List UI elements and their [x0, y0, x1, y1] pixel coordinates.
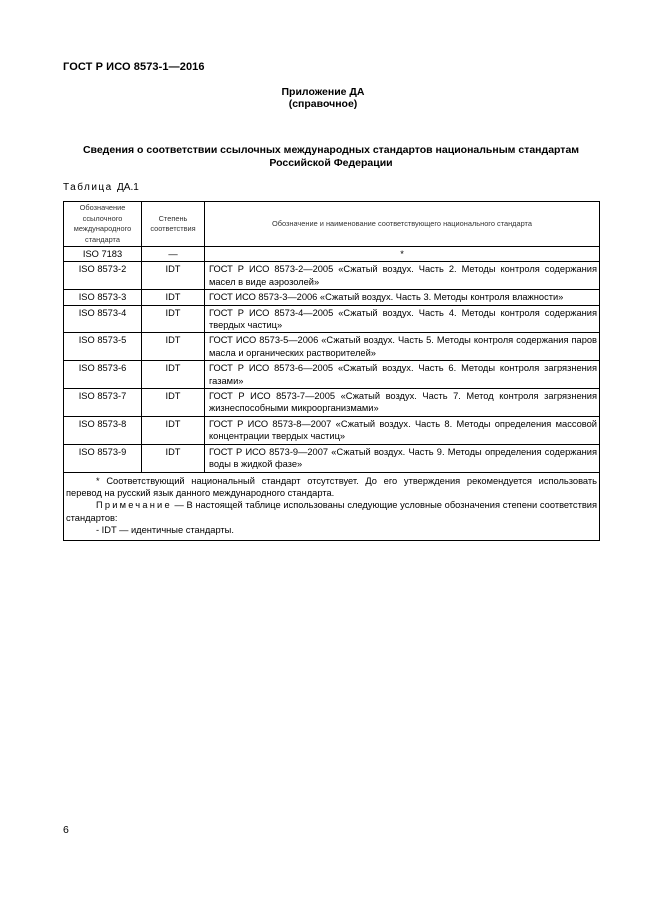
cell-national: ГОСТ Р ИСО 8573-7—2005 «Сжатый воздух. Часть 7. Метод контроля загрязнения жизнеспособными микроорганизмами»: [205, 389, 600, 417]
cell-degree: IDT: [142, 416, 205, 444]
note-label: Примечание: [96, 500, 172, 511]
table-row: [64, 262, 600, 290]
cell-national: *: [205, 247, 600, 262]
page-number: 6: [63, 824, 69, 836]
footnote: * Соответствующий национальный стандарт отсутствует. До его утверждения рекомендуется использовать перевод на русский язык данного международного стандарта.: [66, 475, 597, 498]
section-title: Сведения о соответствии ссылочных международных стандартов национальным стандартам Российской Федерации: [82, 144, 580, 169]
table-row: [64, 247, 600, 262]
cell-std: ISO 8573-3: [64, 290, 142, 305]
header-international-standard: Обозначение ссылочного международного стандарта: [64, 202, 142, 247]
table-footer: [64, 472, 600, 540]
table-footer-row: [64, 472, 600, 540]
cell-national: ГОСТ Р ИСО 8573-4—2005 «Сжатый воздух. Часть 4. Методы контроля содержания твердых частиц»: [205, 305, 600, 333]
cell-std: ISO 8573-6: [64, 361, 142, 389]
table-row: [64, 389, 600, 417]
cell-national: ГОСТ ИСО 8573-3—2006 «Сжатый воздух. Часть 3. Методы контроля влажности»: [205, 290, 600, 305]
note-text: — В настоящей таблице использованы следующие условные обозначения степени соответствия стандартов:: [66, 500, 597, 523]
cell-degree: IDT: [142, 290, 205, 305]
table-label-number: ДА.1: [117, 182, 139, 193]
cell-std: ISO 8573-5: [64, 333, 142, 361]
cell-national: ГОСТ Р ИСО 8573-2—2005 «Сжатый воздух. Часть 2. Методы контроля содержания масел в виде аэрозолей»: [205, 262, 600, 290]
standards-table: [63, 201, 600, 541]
cell-national: ГОСТ ИСО 8573-5—2006 «Сжатый воздух. Часть 5. Методы контроля содержания паров масла и органических растворителей»: [205, 333, 600, 361]
cell-std: ISO 8573-4: [64, 305, 142, 333]
cell-degree: IDT: [142, 444, 205, 472]
note-item: - IDT — идентичные стандарты.: [96, 525, 234, 536]
cell-national: ГОСТ Р ИСО 8573-6—2005 «Сжатый воздух. Часть 6. Методы контроля загрязнения газами»: [205, 361, 600, 389]
header-national-standard: Обозначение и наименование соответствующего национального стандарта: [205, 202, 600, 247]
cell-national: ГОСТ Р ИСО 8573-8—2007 «Сжатый воздух. Часть 8. Методы определения массовой концентрации твердых частиц»: [205, 416, 600, 444]
document-code: ГОСТ Р ИСО 8573-1—2016: [63, 61, 205, 73]
table-row: [64, 333, 600, 361]
table-label: [63, 182, 139, 193]
header-degree: Степень соответствия: [142, 202, 205, 247]
table-label-word: Таблица: [63, 182, 113, 193]
table-row: [64, 305, 600, 333]
table-row: [64, 444, 600, 472]
cell-degree: —: [142, 247, 205, 262]
cell-std: ISO 7183: [64, 247, 142, 262]
cell-std: ISO 8573-9: [64, 444, 142, 472]
cell-std: ISO 8573-7: [64, 389, 142, 417]
cell-degree: IDT: [142, 305, 205, 333]
appendix-subtitle: (справочное): [288, 98, 358, 110]
cell-degree: IDT: [142, 389, 205, 417]
table-row: [64, 361, 600, 389]
table-row: [64, 416, 600, 444]
cell-degree: IDT: [142, 333, 205, 361]
appendix-title: Приложение ДА: [281, 86, 365, 98]
cell-national: ГОСТ Р ИСО 8573-9—2007 «Сжатый воздух. Часть 9. Методы определения содержания воды в жидкой фазе»: [205, 444, 600, 472]
cell-std: ISO 8573-8: [64, 416, 142, 444]
cell-degree: IDT: [142, 262, 205, 290]
cell-std: ISO 8573-2: [64, 262, 142, 290]
appendix-heading: [0, 86, 646, 110]
cell-degree: IDT: [142, 361, 205, 389]
table-header-row: [64, 202, 600, 247]
table-row: [64, 290, 600, 305]
note: [66, 499, 597, 524]
